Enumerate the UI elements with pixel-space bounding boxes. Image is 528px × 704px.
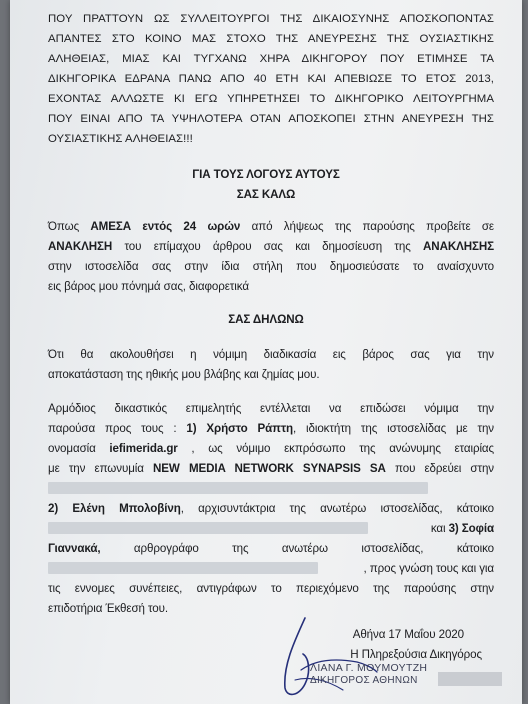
company-name: NEW MEDIA NETWORK SYNAPSIS SA [153,462,386,475]
redaction-box [48,562,318,574]
revocation-emphasis: ΑΝΑΚΛΗΣΗ [48,240,113,253]
call-line: Όπως ΑΜΕΣΑ εντός 24 ωρών από λήψεως της παρούσης προβείτε σε [48,220,494,233]
intro-line: ΟΥΣΙΑΣΤΙΚΗΣ ΑΛΗΘΕΙΑΣ!!! [48,133,193,145]
declare-line: Ότι θα ακολουθήσει η νόμιμη διαδικασία εις βάρος σας για την [48,348,494,361]
letter-page [10,0,522,704]
bailiff-line: με την επωνυμία NEW MEDIA NETWORK SYNAPSIS SA που εδρεύει στην [48,462,494,475]
handwritten-signature [265,610,385,700]
recipient-2-name: 2) Ελένη Μπολοβίνη [48,502,181,515]
call-line: στην ιστοσελίδα σας στην ίδια στήλη που δημοσιεύσατε το αναίσχυντο [48,260,494,273]
redaction-box [48,522,368,534]
call-line: ΑΝΑΚΛΗΣΗ του επίμαχου άρθρου σας και δημοσίευση της ΑΝΑΚΛΗΣΗΣ [48,240,495,253]
bailiff-line: Αρμόδιος δικαστικός επιμελητής εντέλλεται να επιδώσει νόμιμα την [48,402,494,415]
intro-line: ΠΟΥ ΕΙΝΑΙ ΑΠΟ ΤΑ ΥΨΗΛΟΤΕΡΑ ΟΤΑΝ ΑΠΟΣΚΟΠΕΙ ΣΤΗΝ ΑΝΕΥΡΕΣΗ ΤΗΣ [48,113,494,125]
bailiff-line: παρούσα προς τους : 1) Χρήστο Ράπτη, ιδιοκτήτη της ιστοσελίδας με την [48,422,494,435]
website-name: iefimerida.gr [109,442,178,455]
bailiff-line: Γιαννακά, αρθρογράφο της ανωτέρω ιστοσελίδας, κάτοικο [48,542,495,555]
redacted-address-1 [48,482,428,496]
intro-line: ΑΠΑΝΤΕΣ ΣΤΟ ΚΟΙΝΟ ΜΑΣ ΣΤΟΧΟ ΤΗΣ ΑΝΕΥΡΕΣΗΣ ΤΗΣ ΟΥΣΙΑΣΤΙΚΗΣ [48,33,494,45]
intro-line: ΕΧΟΝΤΑΣ ΑΛΛΩΣΤΕ ΚΙ ΕΓΩ ΥΠΗΡΕΤΗΣΕΙ ΤΟ ΔΙΚΗΓΟΡΙΚΟ ΛΕΙΤΟΥΡΓΗΜΑ [48,93,494,105]
intro-line: ΑΛΗΘΕΙΑΣ, ΜΙΑΣ ΚΑΙ ΤΥΓΧΑΝΩ ΧΗΡΑ ΔΙΚΗΓΟΡΟΥ ΠΟΥ ΕΤΙΜΗΣΕ ΤΑ [48,53,494,65]
signer-role: Η Πληρεξούσια Δικηγόρος [350,648,482,661]
bailiff-line: επιδοτήρια Έκθεσή του. [48,602,169,615]
intro-line: ΔΙΚΗΓΟΡΙΚΑ ΕΔΡΑΝΑ ΠΑΝΩ ΑΠΟ 40 ΕΤΗ ΚΑΙ ΑΠΕΒΙΩΣΕ ΤΟ ΕΤΟΣ 2013, [48,73,494,85]
declare-line: αποκατάσταση της ηθικής μου βλάβης και ζημίας μου. [48,368,320,381]
intro-line: ΠΟΥ ΠΡΑΤΤΟΥΝ ΩΣ ΣΥΛΛΕΙΤΟΥΡΓΟΙ ΤΗΣ ΔΙΚΑΙΟΣΥΝΗΣ ΑΠΟΣΚΟΠΟΝΤΑΣ [48,13,494,25]
place-date: Αθήνα 17 Μαΐου 2020 [352,628,464,641]
recipient-3-name: 3) Σοφία [448,522,494,535]
reasons-heading: ΓΙΑ ΤΟΥΣ ΛΟΓΟΥΣ ΑΥΤΟΥΣ [192,168,340,181]
call-line: εις βάρος μου πόνημά σας, διαφορετικά [48,280,249,293]
redaction-box [438,672,502,686]
bailiff-line: , προς γνώση τους και για [48,562,494,576]
bailiff-line: 2) Ελένη Μπολοβίνη, αρχισυντάκτρια της ανωτέρω ιστοσελίδας, κάτοικο [48,502,494,515]
bailiff-line: τις εννομες συνέπειες, αντιγράφων το περιεχόμενο της παρούσης στην [48,582,494,595]
call-heading: ΣΑΣ ΚΑΛΩ [236,188,296,201]
bailiff-line: και 3) Σοφία [48,522,494,536]
declare-heading: ΣΑΣ ΔΗΛΩΝΩ [228,313,304,326]
stamp-name: ΛΙΑΝΑ Γ. ΜΟΥΜΟΥΤΖΗ [310,662,428,674]
deadline-emphasis: ΑΜΕΣΑ εντός 24 ωρών [90,220,241,233]
stamp-title: ΔΙΚΗΓΟΡΟΣ ΑΘΗΝΩΝ [310,675,418,686]
recipient-1-name: 1) Χρήστο Ράπτη [186,422,294,435]
bailiff-line: ονομασία iefimerida.gr , ως νόμιμο εκπρόσωπο της ανώνυμης εταιρίας [48,442,495,455]
redaction-box [48,482,428,494]
